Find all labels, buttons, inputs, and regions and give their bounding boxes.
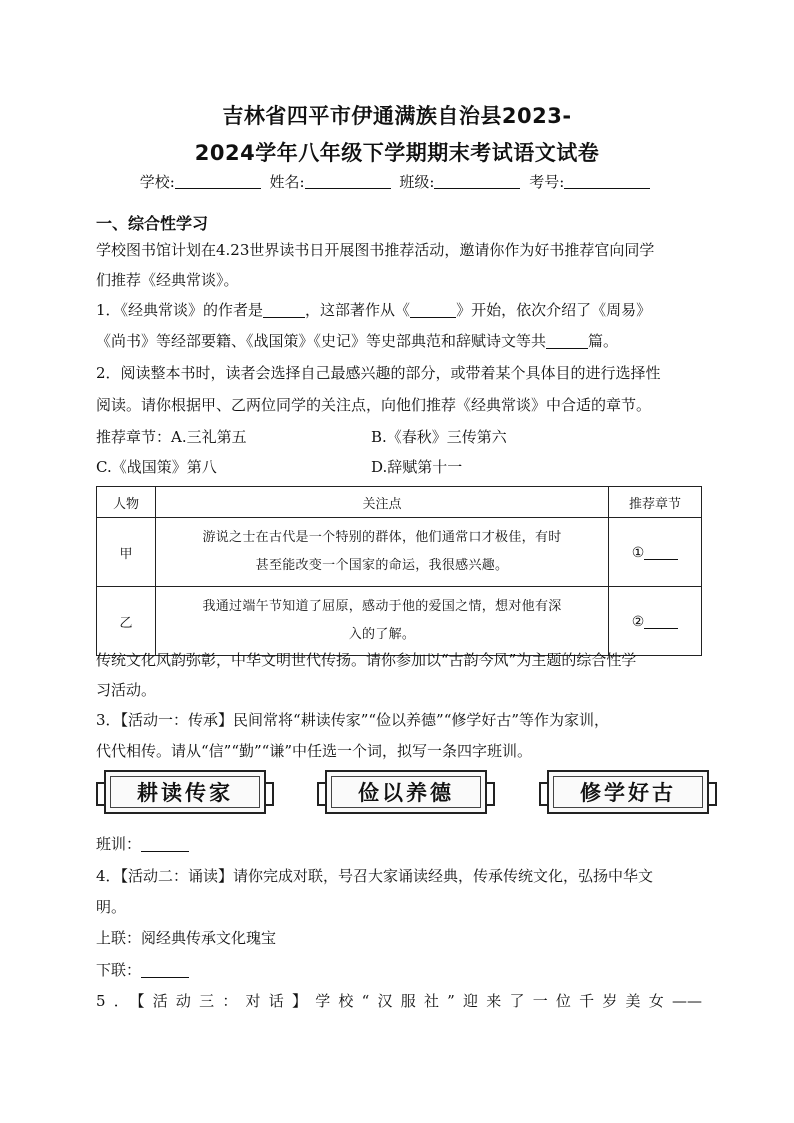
q1-blank-count[interactable] [546,333,588,349]
question-5-line-1: 5．【活动三：对话】学校“汉服社”迎来了一位千岁美女—— [96,992,702,1010]
options-label: 推荐章节： [96,428,172,446]
row-focus-line-1: 我通过端午节知道了屈原，感动于他的爱国之情，想对他有深 [202,599,562,614]
recommendation-table [96,486,702,656]
class-field[interactable] [434,174,520,189]
plaque-gengdu-chuanjia [104,770,266,814]
table-header-row [97,487,702,518]
exam-number-label: 考号: [529,173,565,191]
activity-intro-line-2: 习活动。 [96,681,157,699]
table-row [97,587,702,656]
question-2-line-2: 阅读。请你根据甲、乙两位同学的关注点，向他们推荐《经典常谈》中合适的章节。 [96,396,652,414]
plaque-right-tab [264,782,274,806]
q1-text-a: 1．《经典常谈》的作者是 [96,301,264,319]
question-3-line-2: 代代相传。请从“信”“勤”“谦”中任选一个词，拟写一条四字班训。 [96,742,533,760]
intro-line-1: 学校图书馆计划在4.23世界读书日开展图书推荐活动，邀请你作为好书推荐官向同学 [96,241,655,259]
q1-text-e: 篇。 [588,332,619,350]
q1-blank-author[interactable] [263,302,305,318]
option-d: D.辞赋第十一 [371,458,463,476]
header-person: 人物 [97,487,156,518]
plaque-right-tab [485,782,495,806]
option-a: A.三礼第五 [171,428,247,446]
table-row [97,518,702,587]
row-focus-line-1: 游说之士在古代是一个特别的群体，他们通常口才极佳，有时 [202,530,562,545]
plaque-jianyi-yangde [325,770,487,814]
option-c: C.《战国策》第八 [96,458,217,476]
question-1-line-1 [96,300,706,320]
question-3-line-1: 3．【活动一：传承】民间常将“耕读传家”“俭以养德”“修学好古”等作为家训， [96,711,610,729]
class-motto-blank[interactable] [141,836,189,852]
name-field[interactable] [305,174,391,189]
school-field[interactable] [175,174,261,189]
section-heading: 一、综合性学习 [96,214,209,233]
plaque-text: 俭以养德 [358,781,454,805]
row-answer [609,587,702,656]
motto-plaques [100,770,700,820]
intro-line-2: 们推荐《经典常谈》。 [96,271,239,289]
student-info-row [0,171,794,192]
row-focus-line-2: 入的了解。 [348,627,416,642]
row-focus [156,587,609,656]
question-2-line-1: 2．阅读整本书时，读者会选择自己最感兴趣的部分，或带着某个具体目的进行选择性 [96,364,661,382]
class-motto-answer [96,834,706,854]
plaque-left-tab [539,782,549,806]
plaque-right-tab [707,782,717,806]
plaque-left-tab [96,782,106,806]
question-4-line-2: 明。 [96,898,127,916]
lower-couplet-label: 下联： [96,961,142,979]
exam-title-line-2: 2024学年八年级下学期期末考试语文试卷 [194,141,600,165]
answer-number: ② [631,613,645,630]
header-focus: 关注点 [156,487,609,518]
exam-title-line-1: 吉林省四平市伊通满族自治县2023- [222,104,572,128]
exam-number-field[interactable] [564,174,650,189]
plaque-left-tab [317,782,327,806]
q1-text-d: 《尚书》等经部要籍、《战国策》《史记》等史部典范和辞赋诗文等共 [96,332,547,350]
name-label: 姓名: [269,173,305,191]
class-label: 班级: [399,173,435,191]
lower-couplet [96,960,706,980]
row-person: 乙 [97,587,156,656]
options-row-1 [96,427,706,447]
plaque-text: 修学好古 [580,781,676,805]
q1-text-c: 》开始，依次介绍了《周易》 [456,301,652,319]
school-label: 学校: [139,173,175,191]
options-row-2 [96,457,706,477]
answer-number: ① [631,544,645,561]
row-answer [609,518,702,587]
lower-couplet-blank[interactable] [141,962,189,978]
row-focus [156,518,609,587]
plaque-text: 耕读传家 [137,781,233,805]
answer-blank-1[interactable] [644,544,678,560]
row-person: 甲 [97,518,156,587]
question-1-line-2 [96,331,706,351]
question-4-line-1: 4．【活动二：诵读】请你完成对联，号召大家诵读经典，传承传统文化，弘扬中华文 [96,867,654,885]
activity-intro-line-1: 传统文化风韵弥彰，中华文明世代传扬。请你参加以“古韵今风”为主题的综合性学 [96,651,637,669]
q1-text-b: ，这部著作从《 [305,301,411,319]
row-focus-line-2: 甚至能改变一个国家的命运，我很感兴趣。 [255,558,509,573]
option-b: B.《春秋》三传第六 [371,428,507,446]
header-chapter: 推荐章节 [609,487,702,518]
q1-blank-first-book[interactable] [410,302,456,318]
answer-blank-2[interactable] [644,613,678,629]
upper-couplet: 上联：阅经典传承文化瑰宝 [96,929,277,947]
plaque-xiuxue-haogu [547,770,709,814]
class-motto-label: 班训： [96,835,142,853]
